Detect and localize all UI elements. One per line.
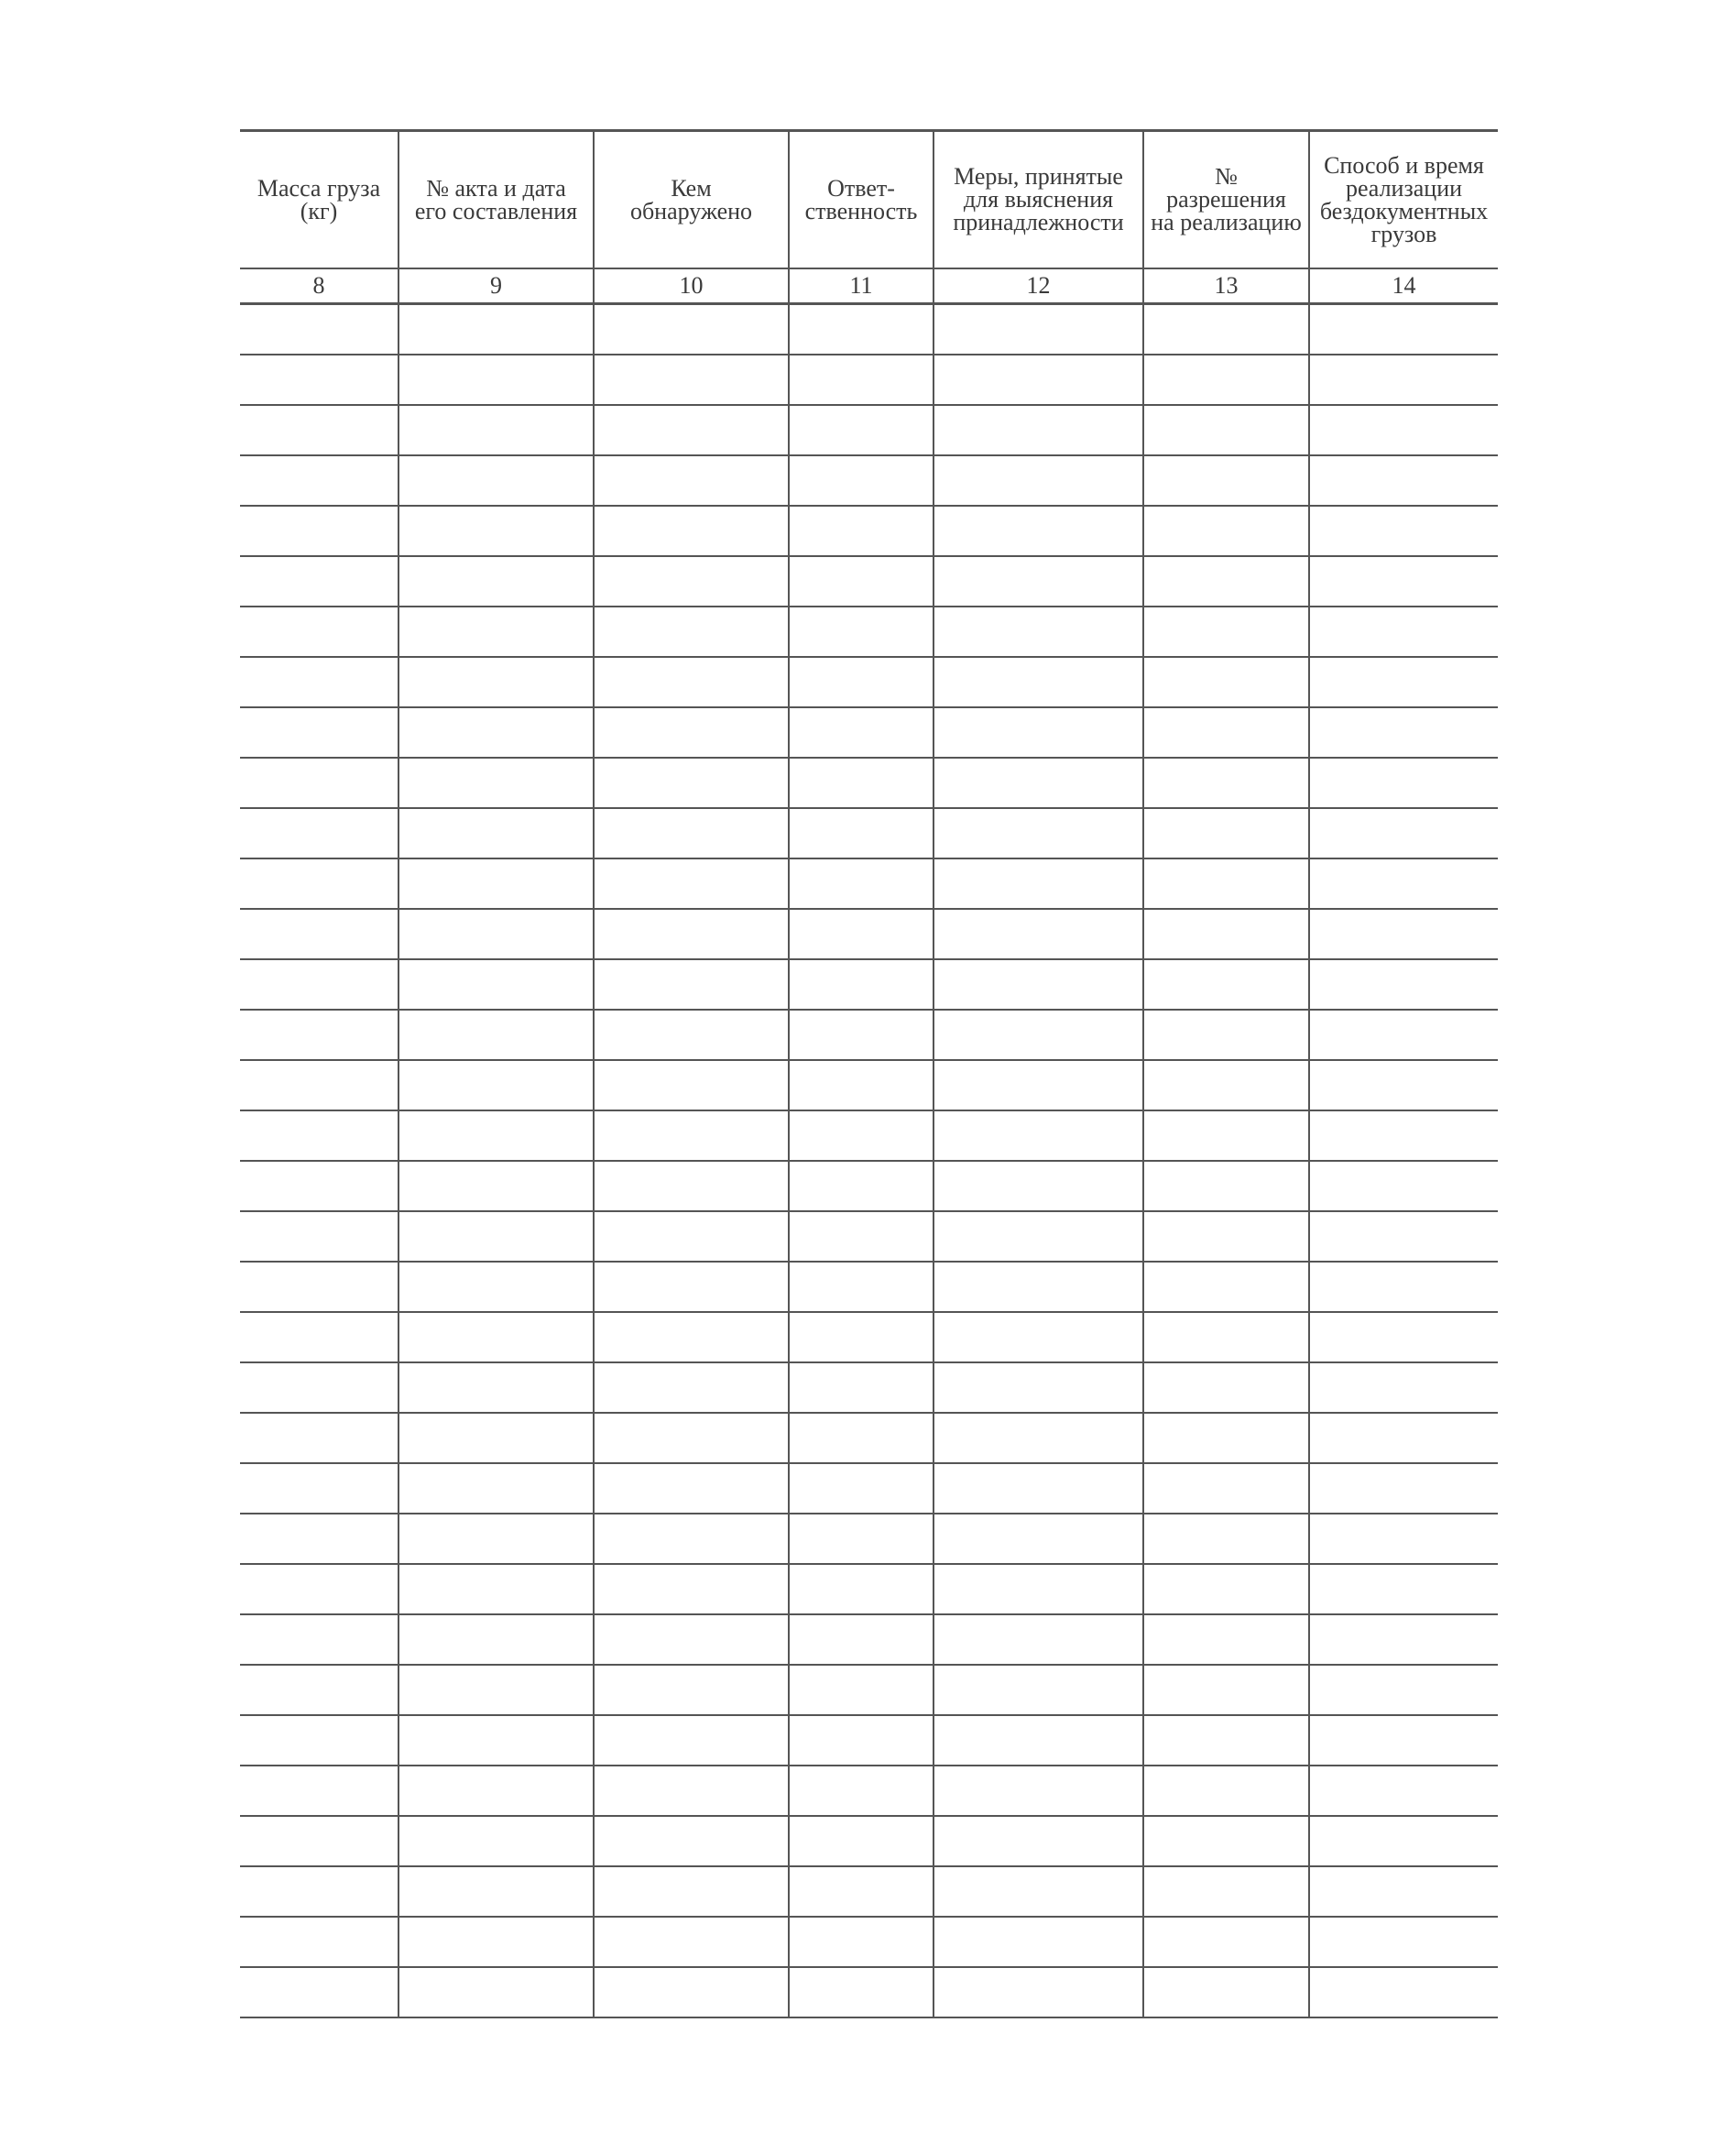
table-cell — [934, 808, 1143, 858]
table-cell — [399, 858, 594, 909]
table-cell — [789, 1866, 934, 1917]
table-cell — [934, 1614, 1143, 1665]
table-cell — [594, 1766, 789, 1816]
table-cell — [789, 909, 934, 959]
table-cell — [240, 707, 399, 758]
table-cell — [934, 657, 1143, 707]
table-cell — [240, 808, 399, 858]
table-cell — [1309, 758, 1498, 808]
table-cell — [1309, 1514, 1498, 1564]
table-row — [240, 556, 1498, 607]
column-number: 10 — [594, 268, 789, 304]
table-row — [240, 1866, 1498, 1917]
table-cell — [594, 707, 789, 758]
table-cell — [789, 1110, 934, 1161]
table-cell — [594, 1715, 789, 1766]
table-cell — [1309, 556, 1498, 607]
table-cell — [934, 1362, 1143, 1413]
table-row — [240, 1262, 1498, 1312]
table-row — [240, 1715, 1498, 1766]
table-cell — [399, 808, 594, 858]
table-cell — [934, 405, 1143, 455]
table-cell — [594, 1917, 789, 1967]
table-cell — [934, 1917, 1143, 1967]
table-row — [240, 405, 1498, 455]
table-cell — [934, 1010, 1143, 1060]
table-cell — [594, 1564, 789, 1614]
table-cell — [1309, 1967, 1498, 2017]
header-cargo-mass: Масса груза (кг) — [240, 131, 399, 268]
table-cell — [594, 1362, 789, 1413]
table-cell — [789, 304, 934, 355]
table-cell — [240, 858, 399, 909]
table-cell — [399, 758, 594, 808]
table-cell — [1143, 1816, 1309, 1866]
table-cell — [399, 455, 594, 506]
table-cell — [240, 1715, 399, 1766]
table-cell — [240, 1312, 399, 1362]
table-cell — [240, 1463, 399, 1514]
table-row — [240, 1614, 1498, 1665]
column-number: 14 — [1309, 268, 1498, 304]
table-cell — [1143, 1463, 1309, 1514]
table-cell — [789, 405, 934, 455]
table-cell — [240, 1110, 399, 1161]
table-cell — [240, 657, 399, 707]
table-cell — [934, 858, 1143, 909]
table-cell — [399, 1262, 594, 1312]
table-cell — [934, 1211, 1143, 1262]
table-cell — [399, 556, 594, 607]
table-cell — [594, 304, 789, 355]
table-cell — [789, 1967, 934, 2017]
table-cell — [789, 556, 934, 607]
table-cell — [240, 1362, 399, 1413]
table-cell — [789, 1312, 934, 1362]
column-number-row — [240, 268, 1498, 304]
table-cell — [399, 1010, 594, 1060]
table-cell — [1309, 1362, 1498, 1413]
table-row — [240, 1665, 1498, 1715]
table-cell — [240, 304, 399, 355]
table-cell — [934, 1262, 1143, 1312]
table-cell — [1309, 858, 1498, 909]
table-cell — [934, 607, 1143, 657]
table-cell — [240, 506, 399, 556]
table-cell — [594, 1866, 789, 1917]
table-cell — [594, 909, 789, 959]
table-cell — [789, 1211, 934, 1262]
table-cell — [1143, 405, 1309, 455]
table-cell — [240, 1262, 399, 1312]
table-cell — [789, 1665, 934, 1715]
table-cell — [240, 1614, 399, 1665]
table-cell — [789, 1816, 934, 1866]
table-cell — [399, 1514, 594, 1564]
table-cell — [789, 1564, 934, 1614]
table-row — [240, 1564, 1498, 1614]
table-cell — [1309, 506, 1498, 556]
table-cell — [594, 1665, 789, 1715]
table-cell — [399, 1866, 594, 1917]
table-cell — [240, 1564, 399, 1614]
table-cell — [594, 405, 789, 455]
table-cell — [1309, 304, 1498, 355]
table-cell — [934, 506, 1143, 556]
table-cell — [594, 858, 789, 909]
column-number: 8 — [240, 268, 399, 304]
table-row — [240, 1312, 1498, 1362]
table-cell — [594, 1463, 789, 1514]
table-cell — [789, 1917, 934, 1967]
table-row — [240, 1060, 1498, 1110]
table-cell — [240, 1866, 399, 1917]
table-cell — [934, 355, 1143, 405]
table-cell — [594, 1816, 789, 1866]
table-cell — [1143, 1665, 1309, 1715]
table-cell — [594, 657, 789, 707]
table-cell — [1309, 607, 1498, 657]
table-row — [240, 758, 1498, 808]
table-cell — [1143, 1614, 1309, 1665]
table-cell — [399, 607, 594, 657]
table-cell — [399, 506, 594, 556]
table-cell — [789, 657, 934, 707]
table-row — [240, 1413, 1498, 1463]
table-cell — [1309, 909, 1498, 959]
table-cell — [399, 707, 594, 758]
table-cell — [240, 607, 399, 657]
table-cell — [594, 1060, 789, 1110]
table-cell — [1143, 506, 1309, 556]
table-cell — [1143, 1161, 1309, 1211]
table-cell — [1143, 858, 1309, 909]
table-cell — [934, 1312, 1143, 1362]
table-cell — [1143, 758, 1309, 808]
table-cell — [1143, 1413, 1309, 1463]
table-cell — [1309, 1866, 1498, 1917]
table-cell — [789, 1766, 934, 1816]
table-cell — [1143, 1110, 1309, 1161]
table-row — [240, 1211, 1498, 1262]
table-cell — [240, 758, 399, 808]
column-number: 9 — [399, 268, 594, 304]
table-cell — [789, 1514, 934, 1564]
table-cell — [934, 556, 1143, 607]
table-cell — [1309, 1816, 1498, 1866]
table-row — [240, 1917, 1498, 1967]
table-cell — [789, 858, 934, 909]
table-cell — [789, 506, 934, 556]
table-cell — [399, 1766, 594, 1816]
table-cell — [399, 1110, 594, 1161]
table-row — [240, 1110, 1498, 1161]
table-row — [240, 1161, 1498, 1211]
table-cell — [934, 304, 1143, 355]
table-cell — [1309, 1614, 1498, 1665]
table-cell — [240, 1816, 399, 1866]
table-cell — [399, 1564, 594, 1614]
table-cell — [789, 355, 934, 405]
table-cell — [1309, 1010, 1498, 1060]
table-cell — [399, 1413, 594, 1463]
table-row — [240, 1766, 1498, 1816]
table-cell — [789, 1362, 934, 1413]
table-cell — [594, 1010, 789, 1060]
table-cell — [934, 1967, 1143, 2017]
table-cell — [399, 1161, 594, 1211]
table-cell — [1309, 1564, 1498, 1614]
table-cell — [399, 1614, 594, 1665]
table-cell — [1309, 1413, 1498, 1463]
table-cell — [594, 808, 789, 858]
table-cell — [1143, 707, 1309, 758]
table-cell — [1143, 808, 1309, 858]
table-row — [240, 707, 1498, 758]
table-cell — [1309, 1312, 1498, 1362]
table-cell — [594, 607, 789, 657]
table-cell — [240, 959, 399, 1010]
header-discovered-by: Кем обнаружено — [594, 131, 789, 268]
table-cell — [399, 909, 594, 959]
table-row — [240, 1010, 1498, 1060]
table-cell — [594, 758, 789, 808]
table-cell — [240, 1010, 399, 1060]
table-cell — [399, 1967, 594, 2017]
table-cell — [240, 1413, 399, 1463]
table-cell — [1143, 909, 1309, 959]
table-cell — [1309, 355, 1498, 405]
table-cell — [1143, 1262, 1309, 1312]
table-cell — [1143, 657, 1309, 707]
table-cell — [934, 1766, 1143, 1816]
table-cell — [1143, 607, 1309, 657]
table-cell — [594, 1413, 789, 1463]
table-row — [240, 959, 1498, 1010]
table-cell — [1309, 808, 1498, 858]
table-cell — [1143, 1866, 1309, 1917]
table-cell — [1143, 355, 1309, 405]
table-cell — [240, 1917, 399, 1967]
table-cell — [399, 1665, 594, 1715]
table-cell — [934, 707, 1143, 758]
table-cell — [1143, 1060, 1309, 1110]
column-number: 11 — [789, 268, 934, 304]
table-cell — [399, 1060, 594, 1110]
table-cell — [1143, 1967, 1309, 2017]
table-cell — [1143, 556, 1309, 607]
table-cell — [934, 1110, 1143, 1161]
table-cell — [789, 1060, 934, 1110]
table-cell — [789, 1161, 934, 1211]
table-cell — [1309, 1161, 1498, 1211]
table-cell — [240, 1665, 399, 1715]
table-cell — [1143, 1514, 1309, 1564]
table-cell — [934, 959, 1143, 1010]
table-cell — [1309, 1463, 1498, 1514]
table-cell — [240, 556, 399, 607]
table-cell — [240, 1766, 399, 1816]
table-cell — [594, 1614, 789, 1665]
table-cell — [594, 959, 789, 1010]
table-cell — [934, 1413, 1143, 1463]
table-cell — [789, 808, 934, 858]
table-cell — [594, 1211, 789, 1262]
cargo-register-table — [240, 129, 1498, 2018]
table-cell — [789, 1262, 934, 1312]
table-cell — [1143, 1564, 1309, 1614]
table-cell — [1309, 657, 1498, 707]
table-cell — [1143, 959, 1309, 1010]
table-cell — [1309, 1715, 1498, 1766]
table-cell — [789, 959, 934, 1010]
table-cell — [1309, 707, 1498, 758]
table-cell — [934, 455, 1143, 506]
header-row — [240, 131, 1498, 268]
table-cell — [240, 1514, 399, 1564]
table-cell — [934, 1564, 1143, 1614]
table-cell — [594, 455, 789, 506]
table-cell — [1309, 1766, 1498, 1816]
table-cell — [934, 1463, 1143, 1514]
table-cell — [240, 405, 399, 455]
table-cell — [240, 455, 399, 506]
table-cell — [934, 1514, 1143, 1564]
table-cell — [934, 1161, 1143, 1211]
table-cell — [399, 1715, 594, 1766]
table-row — [240, 909, 1498, 959]
header-act-number-date: № акта и дата его составления — [399, 131, 594, 268]
table-cell — [1309, 455, 1498, 506]
table-cell — [934, 909, 1143, 959]
table-cell — [1309, 959, 1498, 1010]
table-row — [240, 1362, 1498, 1413]
table-cell — [594, 506, 789, 556]
table-cell — [399, 1917, 594, 1967]
table-cell — [1309, 1262, 1498, 1312]
table-cell — [240, 1211, 399, 1262]
table-cell — [789, 607, 934, 657]
table-cell — [1309, 1917, 1498, 1967]
header-sale-permit-number: № разрешения на реализацию — [1143, 131, 1309, 268]
table-cell — [1309, 1110, 1498, 1161]
table-cell — [1143, 455, 1309, 506]
table-cell — [1143, 1312, 1309, 1362]
table-row — [240, 1514, 1498, 1564]
table-cell — [399, 1312, 594, 1362]
table-cell — [399, 405, 594, 455]
table-cell — [934, 1060, 1143, 1110]
table-cell — [240, 355, 399, 405]
table-cell — [594, 1514, 789, 1564]
table-cell — [1143, 304, 1309, 355]
table-cell — [789, 707, 934, 758]
table-row — [240, 304, 1498, 355]
table-cell — [399, 1211, 594, 1262]
table-cell — [594, 556, 789, 607]
table-cell — [1143, 1766, 1309, 1816]
table-cell — [1309, 405, 1498, 455]
table-cell — [399, 1816, 594, 1866]
table-cell — [789, 758, 934, 808]
header-sale-method-time: Способ и время реализации бездокументных грузов — [1309, 131, 1498, 268]
table-row — [240, 355, 1498, 405]
table-cell — [789, 1463, 934, 1514]
table-row — [240, 1816, 1498, 1866]
table-row — [240, 455, 1498, 506]
header-responsibility: Ответ- ственность — [789, 131, 934, 268]
table-cell — [789, 1413, 934, 1463]
table-cell — [934, 1816, 1143, 1866]
table-row — [240, 607, 1498, 657]
table-cell — [594, 1161, 789, 1211]
table-cell — [934, 1715, 1143, 1766]
table-row — [240, 1463, 1498, 1514]
table-cell — [594, 1262, 789, 1312]
column-number: 13 — [1143, 268, 1309, 304]
column-number: 12 — [934, 268, 1143, 304]
table-cell — [594, 1967, 789, 2017]
table-cell — [1309, 1665, 1498, 1715]
table-cell — [240, 1060, 399, 1110]
table-cell — [1143, 1010, 1309, 1060]
table-row — [240, 657, 1498, 707]
table-cell — [594, 1110, 789, 1161]
table-cell — [934, 758, 1143, 808]
table-cell — [399, 959, 594, 1010]
table-cell — [789, 1614, 934, 1665]
table-cell — [240, 1161, 399, 1211]
table-cell — [399, 355, 594, 405]
table-row — [240, 506, 1498, 556]
table-cell — [399, 304, 594, 355]
header-ownership-measures: Меры, принятые для выяснения принадлежности — [934, 131, 1143, 268]
table-row — [240, 808, 1498, 858]
table-cell — [399, 1362, 594, 1413]
table-cell — [1309, 1060, 1498, 1110]
table-cell — [240, 909, 399, 959]
table-cell — [594, 1312, 789, 1362]
table-cell — [399, 1463, 594, 1514]
table-cell — [594, 355, 789, 405]
table-cell — [399, 657, 594, 707]
table-cell — [1143, 1917, 1309, 1967]
table-cell — [789, 1715, 934, 1766]
table-cell — [1143, 1715, 1309, 1766]
table-row — [240, 858, 1498, 909]
table-cell — [1143, 1362, 1309, 1413]
table-cell — [1143, 1211, 1309, 1262]
table-cell — [789, 1010, 934, 1060]
table-cell — [934, 1665, 1143, 1715]
table-cell — [789, 455, 934, 506]
table-cell — [240, 1967, 399, 2017]
table-row — [240, 1967, 1498, 2017]
table-body — [240, 304, 1498, 2017]
table-cell — [934, 1866, 1143, 1917]
table-cell — [1309, 1211, 1498, 1262]
